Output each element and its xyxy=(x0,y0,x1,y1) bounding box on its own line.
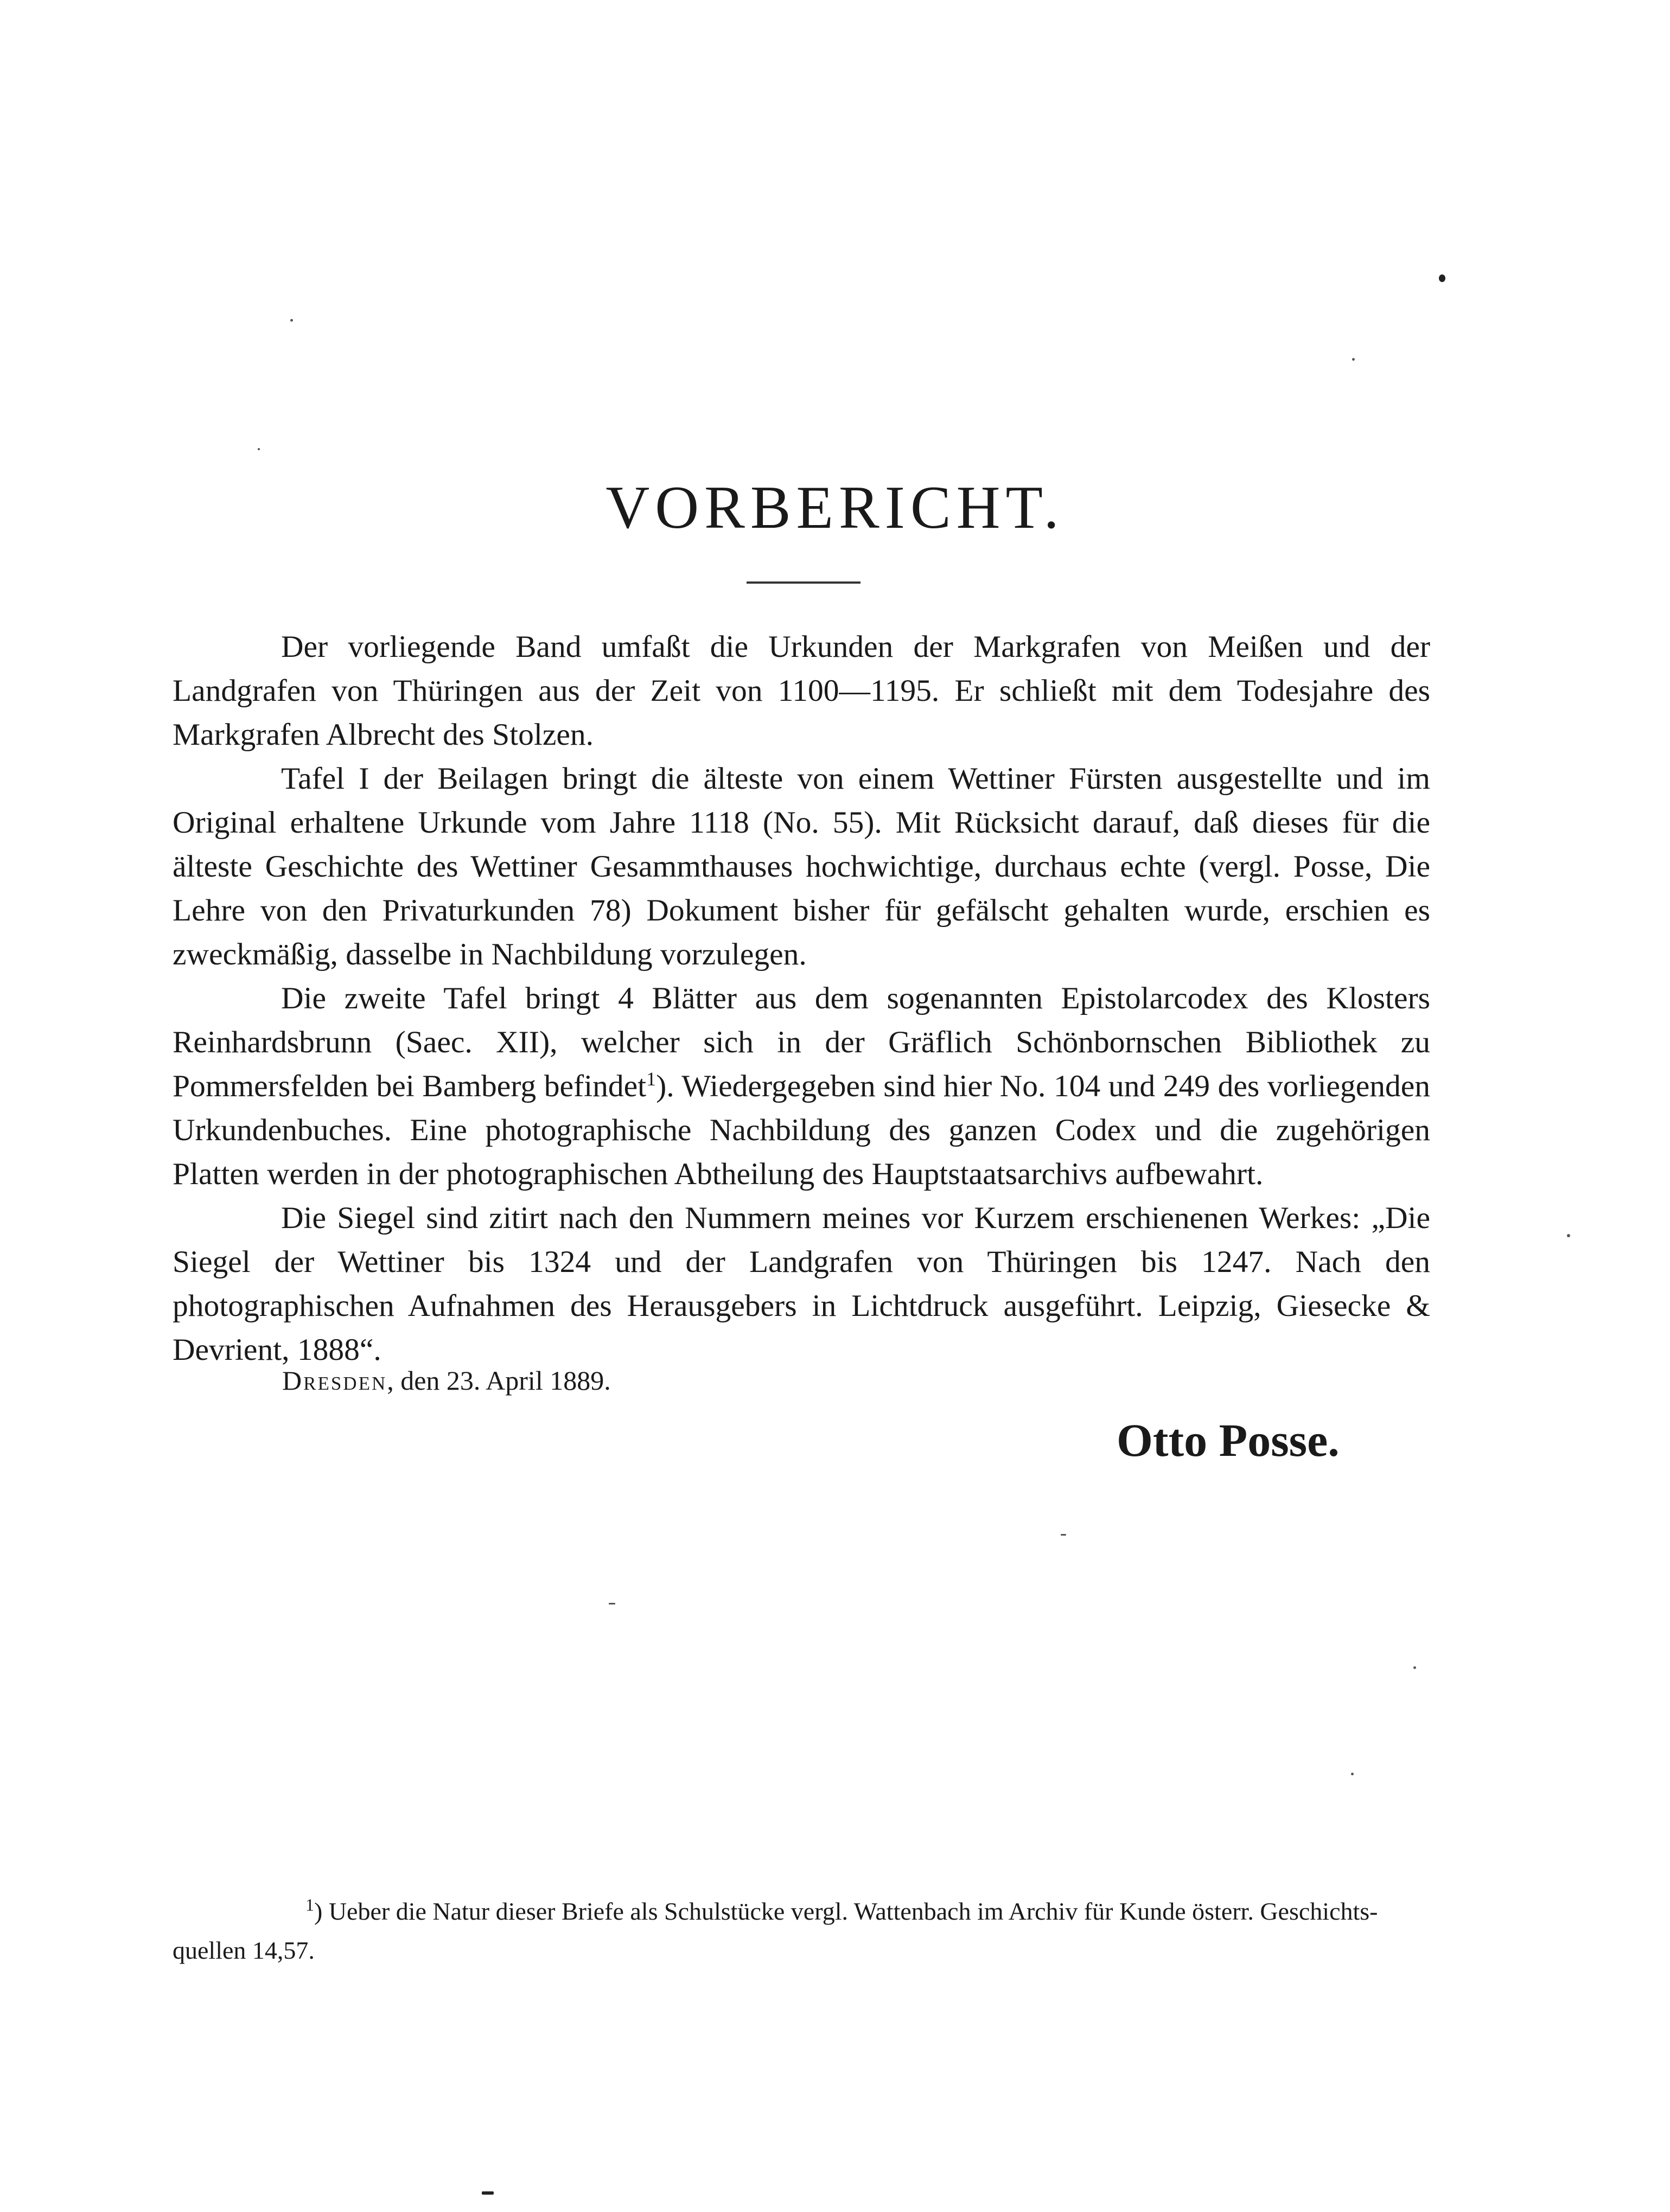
paper-speck xyxy=(482,2191,494,2195)
paragraph-3-text-b: ). Wiedergegeben sind hier No. 104 und 249 des vorliegenden Urkundenbuches. Eine photographische Nachbildung des ganzen Codex und die zugehörigen Platten werden in der photographischen Abtheilung des Hauptstaatsarchivs aufbewahrt. xyxy=(173,1069,1430,1191)
paper-speck xyxy=(1413,1666,1416,1669)
author-signature: Otto Posse. xyxy=(1117,1414,1340,1466)
footnote-reference: 1 xyxy=(646,1067,656,1090)
paper-speck xyxy=(609,1603,615,1604)
paragraph-3 xyxy=(173,976,1430,1196)
body-text xyxy=(173,625,1430,1372)
paper-speck xyxy=(1567,1234,1570,1237)
dateline-city: Dresden xyxy=(282,1365,387,1396)
paragraph-4: Die Siegel sind zitirt nach den Nummern meines vor Kurzem erschienenen Werkes: „Die Siegel der Wettiner bis 1324 und der Landgrafen von Thüringen bis 1247. Nach den photographischen Aufnahmen des Herausgebers in Lichtdruck ausgeführt. Leipzig, Giesecke & Devrient, 1888“. xyxy=(173,1201,1430,1367)
dateline-date: , den 23. April 1889. xyxy=(387,1365,611,1396)
paper-speck xyxy=(258,448,260,450)
paragraph-1: Der vorliegende Band umfaßt die Urkunden der Markgrafen von Meißen und der Landgrafen von Thüringen aus der Zeit von 1100—1195. Er schließt mit dem Todesjahre des Markgrafen Albrecht des Stolzen. xyxy=(173,630,1430,752)
footnote-line-1 xyxy=(173,1892,1430,1931)
footnote-line-2: quellen 14,57. xyxy=(173,1936,315,1964)
page-title: VORBERICHT. xyxy=(605,474,1065,541)
dateline xyxy=(282,1367,611,1394)
paper-speck xyxy=(1439,274,1445,282)
footnote-text-1: ) Ueber die Natur dieser Briefe als Schulstücke vergl. Wattenbach im Archiv für Kunde österr. Geschichts- xyxy=(314,1897,1378,1925)
title-divider xyxy=(747,581,861,584)
paragraph-3-text-a: Die zweite Tafel bringt 4 Blätter aus dem sogenannten Epistolarcodex des Klosters Reinhardsbrunn (Saec. XII), welcher sich in der Gräflich Schönbornschen Bibliothek zu Pommersfelden bei Bamberg befindet xyxy=(173,981,1430,1103)
paper-speck xyxy=(1061,1534,1066,1536)
footnote-marker: 1 xyxy=(305,1895,314,1915)
paragraph-2: Tafel I der Beilagen bringt die älteste von einem Wettiner Fürsten ausgestellte und im Original erhaltene Urkunde vom Jahre 1118 (No. 55). Mit Rücksicht darauf, daß dieses für die älteste Geschichte des Wettiner Gesammthauses hochwichtige, durchaus echte (vergl. Posse, Die Lehre von den Privaturkunden 78) Dokument bisher für gefälscht gehalten wurde, erschien es zweckmäßig, dasselbe in Nachbildung vorzulegen. xyxy=(173,762,1430,971)
footnote xyxy=(173,1892,1430,1970)
paper-speck xyxy=(1352,358,1355,361)
paper-speck xyxy=(1351,1773,1354,1775)
paper-speck xyxy=(290,319,293,322)
